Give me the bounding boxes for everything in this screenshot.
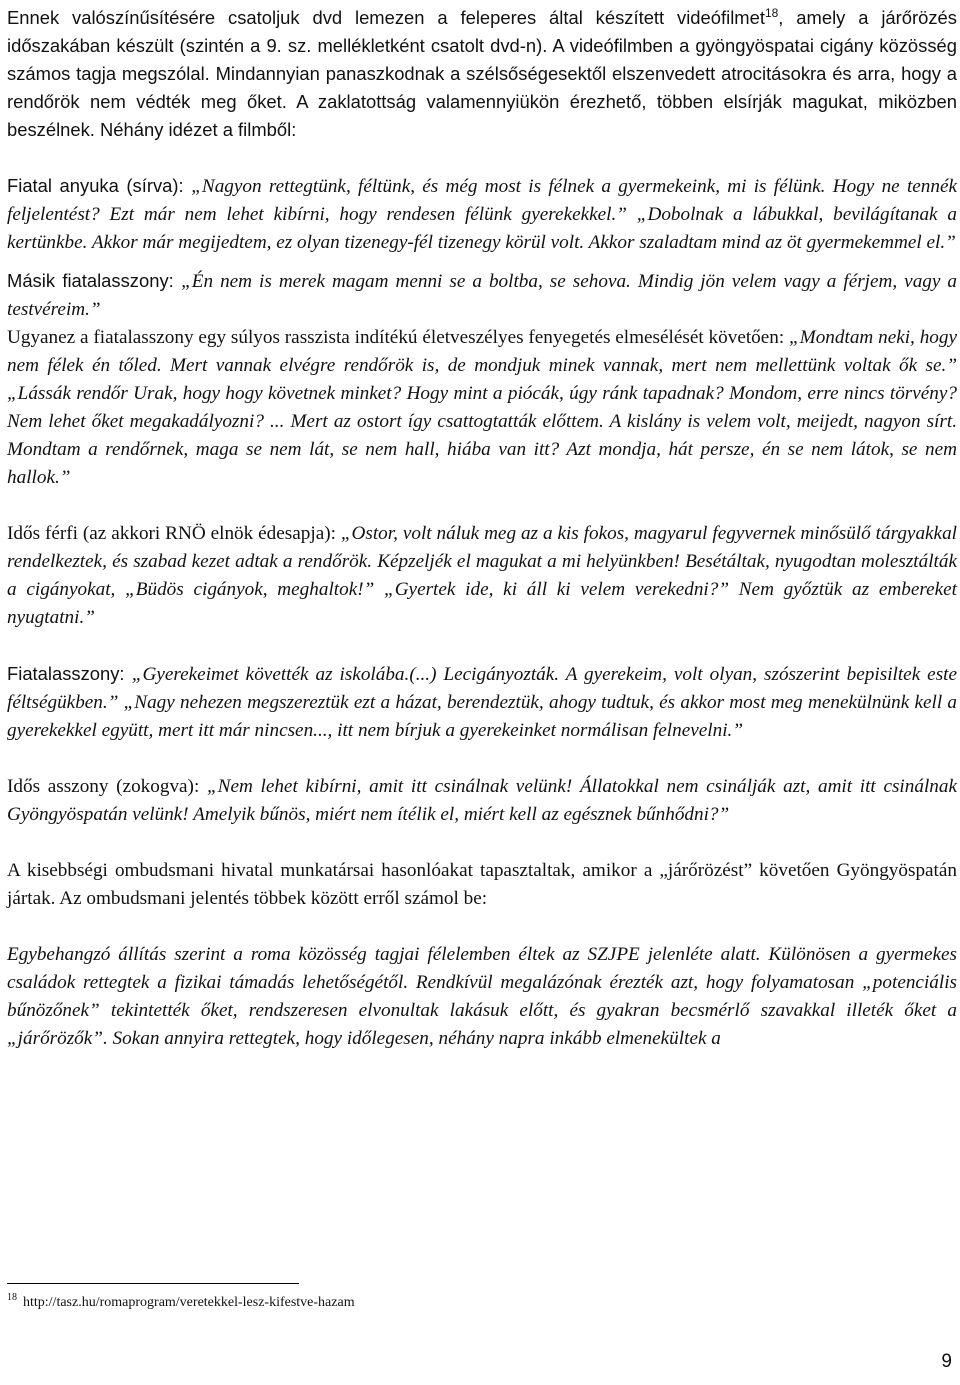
quote-italic: Képzeljék el magukat a mi helyünkben! Besétáltak, nyugodtan molesztálták a cigányokat, „Büdös cigányok, meghaltok!” „Gyertek ide, ki áll ki velem verekedni?” Nem győztük az embereket nyugtatni.” bbox=[7, 551, 957, 628]
page-number: 9 bbox=[941, 1351, 952, 1372]
quote-italic: Nem lehet őket megakadályozni? ... bbox=[7, 411, 291, 432]
ombudsman-report-quote bbox=[7, 941, 957, 1053]
footnote bbox=[7, 1292, 355, 1311]
intro-text-b: , amely a járőrözés időszakában készült (szintén a 9. sz. mellékletként csatolt dvd-n). A videófilmben a gyöngyöspatai cigány közösség számos tagja megszólal. Mindannyian panaszkodnak a szélsőségesektől elszenvedett atrocitásokra és arra, hogy a rendőrök nem védték meg őket. A zaklatottság valamennyiükön érezhető, többen elsírják magukat, miközben beszélnek. Néhány idézet a filmből: bbox=[7, 7, 957, 140]
quote-elderly-woman bbox=[7, 773, 957, 829]
report-quote-text: Egybehangzó állítás szerint a roma közösség tagjai félelemben éltek az SZJPE jelenléte alatt. Különösen a gyermekes családok rettegtek a fizikai támadás lehetőségétől. Rendkívül megalázónak érezték azt, hogy folyamatosan „potenciális bűnözőnek” tekintették őket, rendszeresen elvonultak lakásuk előtt, és gyakran becsmérlő szavakkal illeték őket a „járőrözők”. Sokan annyira rettegtek, hogy időlegesen, néhány napra inkább elmenekültek a bbox=[7, 944, 957, 1049]
footnote-ref: 18 bbox=[764, 5, 779, 20]
quote-lead: Idős férfi (az akkori RNÖ elnök édesapja): bbox=[7, 523, 341, 544]
document-page bbox=[7, 0, 957, 1053]
quote-lead: Ugyanez a fiatalasszony egy súlyos rasszista indítékú életveszélyes fenyegetés elmesélését követően: bbox=[7, 327, 790, 348]
quote-elderly-man bbox=[7, 520, 957, 632]
quote-italic: Mondom, erre nincs törvény? bbox=[729, 383, 958, 404]
quote-lead: Idős asszony (zokogva): bbox=[7, 776, 207, 797]
intro-paragraph bbox=[7, 4, 957, 144]
ombudsman-paragraph: A kisebbségi ombudsmani hivatal munkatársai hasonlóakat tapasztaltak, amikor a „járőrözést” követően Gyöngyöspatán jártak. Az ombudsmani jelentés többek között erről számol be: bbox=[7, 860, 957, 909]
quote-italic: „Gyerekeimet követték az iskolába.(...) bbox=[131, 664, 437, 685]
quote-italic: Mert vannak elvégre rendőrök is, de mondjuk minek vannak, mert nem mellettünk voltak ők se.” bbox=[161, 355, 957, 376]
quote-italic: „Lássák rendőr Urak, hogy hogy követnek minket? bbox=[7, 383, 402, 404]
quote-lead: Fiatalasszony: bbox=[7, 663, 132, 684]
intro-text-a: Ennek valószínűsítésére csatoljuk dvd lemezen a feleperes által készített videófilmet bbox=[7, 7, 765, 28]
quote-italic: „Nagyon rettegtünk, féltünk, és még most is félnek a gyermekeink, mi is félünk. Hogy ne tennék feljelentést? Ezt már nem lehet kibírni, hogy rendesen félünk gyerekekkel.” „Dobolnak a lábukkal, bevilágítanak a kertünkbe. bbox=[7, 176, 958, 253]
quote-italic: „Mondtam neki, hogy nem félek én tőled. bbox=[7, 327, 957, 376]
footnote-number: 18 bbox=[7, 1292, 17, 1304]
quote-italic: „Én nem is merek magam menni se a boltba, se sehova. bbox=[181, 271, 631, 292]
quote-same-young-woman bbox=[7, 324, 957, 492]
footnote-divider bbox=[7, 1283, 299, 1284]
quote-italic: „Nem lehet kibírni, amit itt csinálnak velünk! bbox=[206, 776, 573, 797]
quote-italic: Lecigányozták. A gyerekeim, volt olyan, szószerint bepisiltek este féltségükben.” „Nagy nehezen megszereztük ezt a házat, berendeztük, ahogy tudtuk, és akkor most meg menekülnünk kell a gyerekekkel együtt, mert itt már nincsen..., itt nem bírjuk a gyerekeinket normálisan felnevelni.” bbox=[7, 664, 958, 741]
quote-young-mother bbox=[7, 172, 957, 257]
quote-young-woman bbox=[7, 660, 957, 745]
quote-italic: Mert az ostort így csattogtatták előttem. bbox=[290, 411, 604, 432]
quote-italic: Mindig jön velem vagy a férjem, vagy a testvéreim.” bbox=[7, 271, 957, 320]
quote-italic: Hogy mint a piócák, úgy ránk tapadnak? bbox=[401, 383, 730, 404]
quote-italic: Akkor már megijedtem, ez olyan tizenegy-fél tizenegy körül volt. Akkor szaladtam mind az öt gyermekemmel el.” bbox=[87, 232, 956, 253]
quote-lead: Másik fiatalasszony: bbox=[7, 270, 182, 291]
quote-italic: Állatokkal nem csinálják azt, amit itt csinálnak Gyöngyöspatán velünk! Amelyik bűnös, miért nem ítélik el, miért kell az egésznek bűnhődni?” bbox=[7, 776, 957, 825]
footnote-link[interactable]: http://tasz.hu/romaprogram/veretekkel-lesz-kifestve-hazam bbox=[23, 1295, 355, 1310]
quote-lead: Fiatal anyuka (sírva): bbox=[7, 175, 192, 196]
quote-second-young-woman bbox=[7, 267, 957, 324]
quote-italic: „Ostor, volt náluk meg az a kis fokos, magyarul fegyvernek minősülő tárgyakkal rendelkeztek, és szabad kezet adtak a rendőrök. bbox=[7, 523, 957, 572]
quote-italic: A kislány is velem volt, meijedt, nagyon sírt. Mondtam a rendőrnek, maga se nem lát, se nem hall, hiába van itt? Azt mondja, hát persze, én se nem látok, se nem hallok.” bbox=[7, 411, 957, 488]
